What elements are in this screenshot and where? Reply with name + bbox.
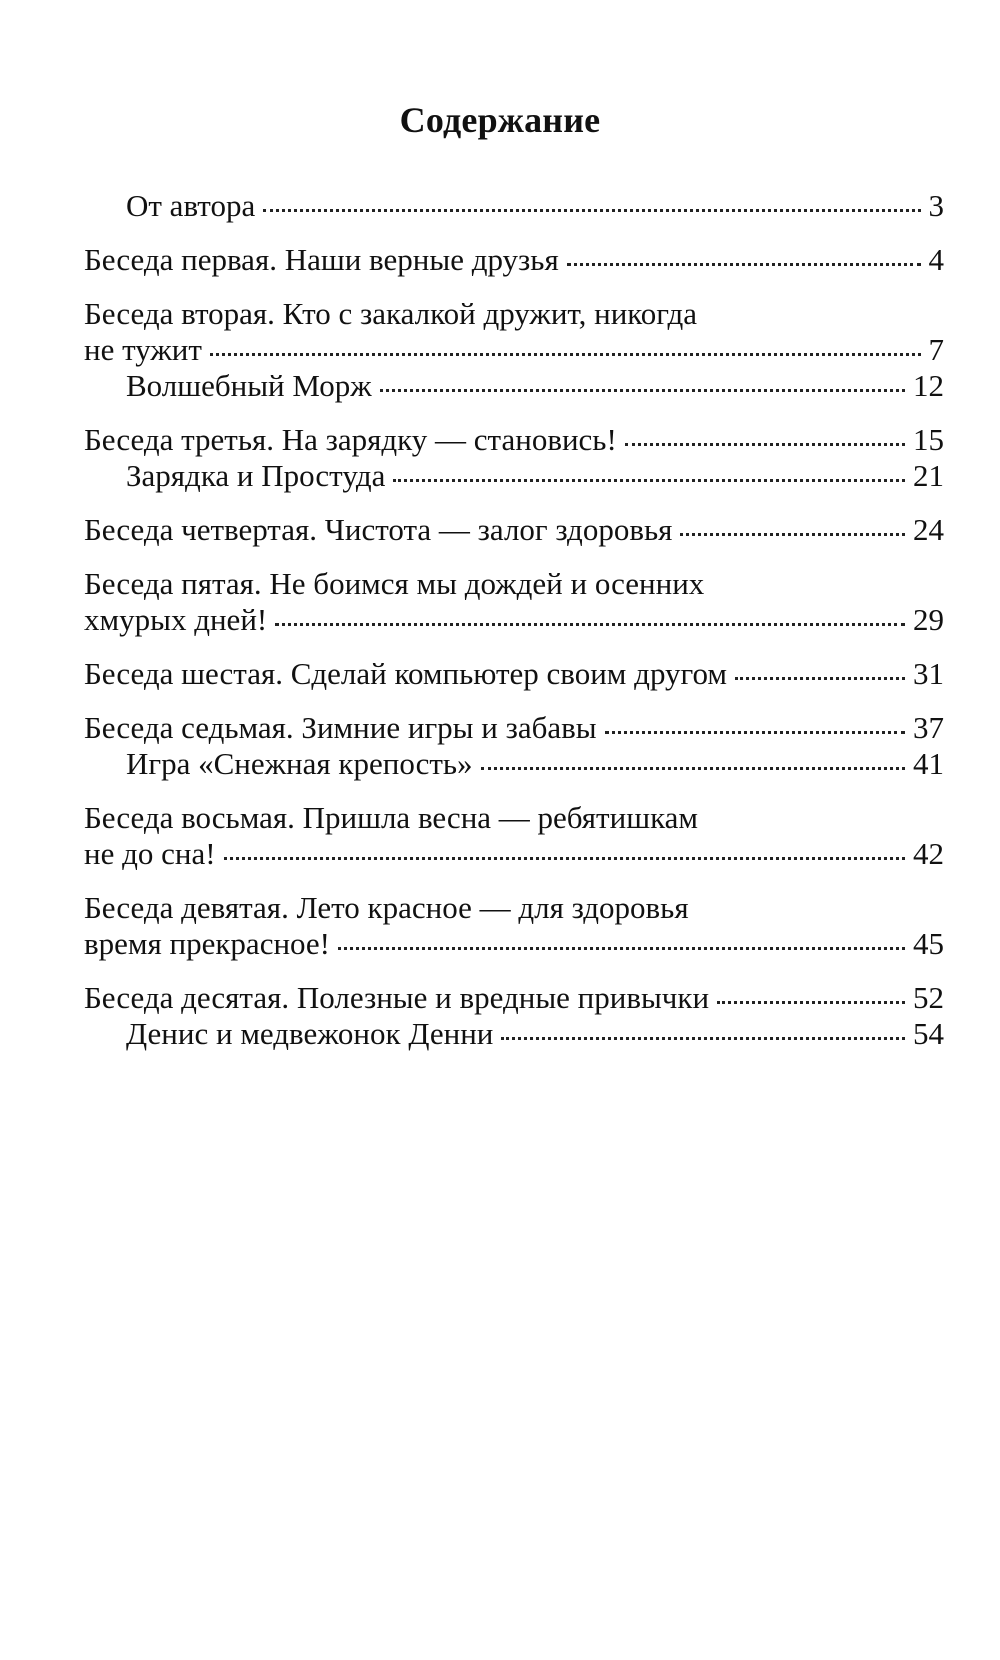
toc-page-number: 52 xyxy=(913,980,944,1015)
toc-entry-author-note xyxy=(84,188,944,224)
toc-entry-label: Беседа шестая. Сделай компьютер своим другом xyxy=(84,656,728,691)
toc-entry-talk-3 xyxy=(84,422,944,458)
toc-page-number: 4 xyxy=(928,242,944,277)
toc-subentry-exercise-and-cold xyxy=(84,458,944,494)
toc-page-number: 24 xyxy=(913,512,944,547)
toc-subentry-magic-walrus xyxy=(84,368,944,404)
toc-page-number: 41 xyxy=(913,746,944,781)
toc-entry-label: Зарядка и Простуда xyxy=(126,458,386,493)
toc-page-number: 15 xyxy=(913,422,944,457)
dot-leader xyxy=(338,947,905,950)
toc-entry-talk-4 xyxy=(84,512,944,548)
toc-page-number: 3 xyxy=(928,188,944,223)
toc-entry-talk-7 xyxy=(84,710,944,746)
toc-entry-talk-8 xyxy=(84,800,944,872)
toc-subentry-denis-and-bear-cub xyxy=(84,1016,944,1052)
toc-entry-talk-1 xyxy=(84,242,944,278)
toc-entry-label: не до сна! xyxy=(84,836,216,871)
toc-entry-label: Беседа четвертая. Чистота — залог здоровья xyxy=(84,512,673,547)
toc-entry-first-line: Беседа восьмая. Пришла весна — ребятишкам xyxy=(84,800,699,835)
toc-entry-label: Игра «Снежная крепость» xyxy=(126,746,473,781)
dot-leader xyxy=(380,389,905,392)
toc-entry-talk-2 xyxy=(84,296,944,368)
dot-leader xyxy=(717,1001,905,1004)
dot-leader xyxy=(224,857,905,860)
toc-page-number: 12 xyxy=(913,368,944,403)
toc-page-number: 45 xyxy=(913,926,944,961)
toc-entry-label: Денис и медвежонок Денни xyxy=(126,1016,494,1051)
toc-entry-label: Волшебный Морж xyxy=(126,368,372,403)
dot-leader xyxy=(501,1037,905,1040)
toc-page-number: 42 xyxy=(913,836,944,871)
dot-leader xyxy=(625,443,905,446)
toc-entry-first-line: Беседа пятая. Не боимся мы дождей и осенних xyxy=(84,566,705,601)
table-of-contents xyxy=(84,188,944,1052)
toc-entry-label: хмурых дней! xyxy=(84,602,268,637)
dot-leader xyxy=(210,353,921,356)
toc-page-number: 37 xyxy=(913,710,944,745)
toc-entry-label: Беседа седьмая. Зимние игры и забавы xyxy=(84,710,597,745)
dot-leader xyxy=(393,479,905,482)
toc-entry-talk-6 xyxy=(84,656,944,692)
dot-leader xyxy=(567,263,921,266)
dot-leader xyxy=(605,731,905,734)
toc-page-number: 31 xyxy=(913,656,944,691)
toc-entry-label: От автора xyxy=(126,188,256,223)
toc-page-number: 29 xyxy=(913,602,944,637)
dot-leader xyxy=(275,623,905,626)
dot-leader xyxy=(680,533,905,536)
toc-entry-label: Беседа первая. Наши верные друзья xyxy=(84,242,559,277)
toc-page-number: 7 xyxy=(928,332,944,367)
toc-entry-label: время прекрасное! xyxy=(84,926,331,961)
toc-entry-talk-9 xyxy=(84,890,944,962)
toc-entry-talk-10 xyxy=(84,980,944,1016)
toc-entry-label: не тужит xyxy=(84,332,202,367)
toc-entry-first-line: Беседа девятая. Лето красное — для здоровья xyxy=(84,890,689,925)
toc-page-number: 54 xyxy=(913,1016,944,1051)
toc-entry-talk-5 xyxy=(84,566,944,638)
toc-entry-label: Беседа десятая. Полезные и вредные привычки xyxy=(84,980,710,1015)
dot-leader xyxy=(735,677,905,680)
toc-page-number: 21 xyxy=(913,458,944,493)
dot-leader xyxy=(481,767,905,770)
dot-leader xyxy=(263,209,920,212)
toc-subentry-snow-fortress-game xyxy=(84,746,944,782)
toc-entry-first-line: Беседа вторая. Кто с закалкой дружит, никогда xyxy=(84,296,697,331)
toc-entry-label: Беседа третья. На зарядку — становись! xyxy=(84,422,617,457)
page-title: Содержание xyxy=(399,100,601,140)
